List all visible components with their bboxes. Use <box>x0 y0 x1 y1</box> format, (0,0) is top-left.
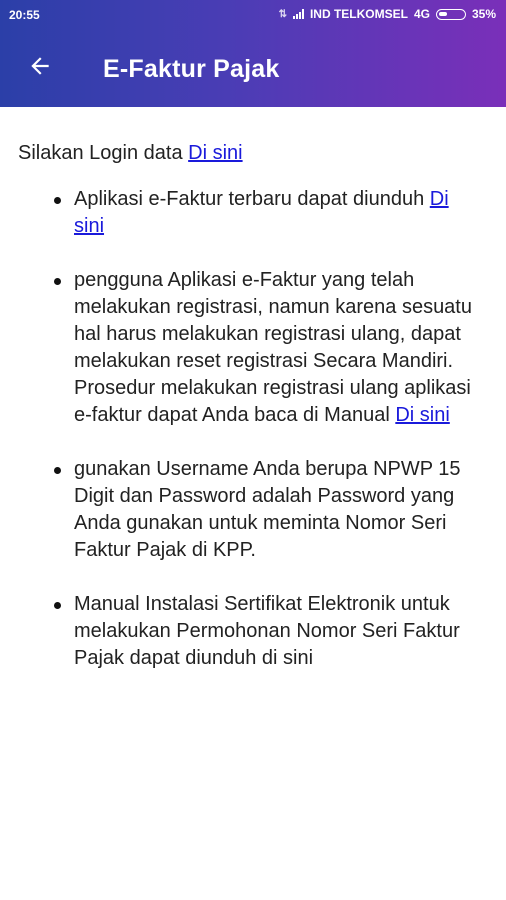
list-item <box>0 267 484 429</box>
bullet-icon <box>54 278 61 285</box>
arrow-left-icon <box>27 53 53 79</box>
bullet-icon <box>54 467 61 474</box>
app-header <box>0 0 506 107</box>
list-item-text: Manual Instalasi Sertifikat Elektronik untuk melakukan Permohonan Nomor Seri Faktur Pajak dapat diunduh di sini <box>74 593 460 669</box>
status-time: 20:55 <box>9 8 40 22</box>
battery-fill <box>439 12 447 16</box>
cell-signal-icon <box>293 9 304 19</box>
back-button[interactable] <box>18 44 62 88</box>
battery-percent: 35% <box>471 7 496 21</box>
app-bar <box>0 30 506 107</box>
list-item <box>0 591 484 672</box>
list-item <box>0 186 484 240</box>
manual-link[interactable]: Di sini <box>395 404 450 426</box>
battery-icon <box>436 9 466 20</box>
intro-text: Silakan Login data <box>18 142 189 164</box>
info-list <box>0 186 484 699</box>
carrier-name: IND TELKOMSEL <box>309 7 408 21</box>
data-signal-icon: ⇅ <box>278 8 287 20</box>
bullet-icon <box>54 197 61 204</box>
page-title: E-Faktur Pajak <box>103 55 280 83</box>
status-indicators <box>279 7 496 21</box>
list-item-text: pengguna Aplikasi e-Faktur yang telah melakukan registrasi, namun karena sesuatu hal harus melakukan registrasi ulang, dapat melakukan reset registrasi Secara Mandiri. Prosedur melakukan registrasi ulang aplikasi e-faktur dapat Anda baca di Manual <box>74 269 472 426</box>
login-link[interactable]: Di sini <box>188 142 243 164</box>
bullet-icon <box>54 602 61 609</box>
list-item-text: gunakan Username Anda berupa NPWP 15 Digit dan Password adalah Password yang Anda gunakan untuk meminta Nomor Seri Faktur Pajak di KPP. <box>74 458 461 561</box>
list-item <box>0 456 484 564</box>
status-bar <box>0 0 506 30</box>
download-link[interactable]: Di sini <box>74 188 449 237</box>
login-intro <box>18 140 243 167</box>
network-type: 4G <box>413 7 430 21</box>
list-item-text: Aplikasi e-Faktur terbaru dapat diunduh <box>74 188 430 210</box>
